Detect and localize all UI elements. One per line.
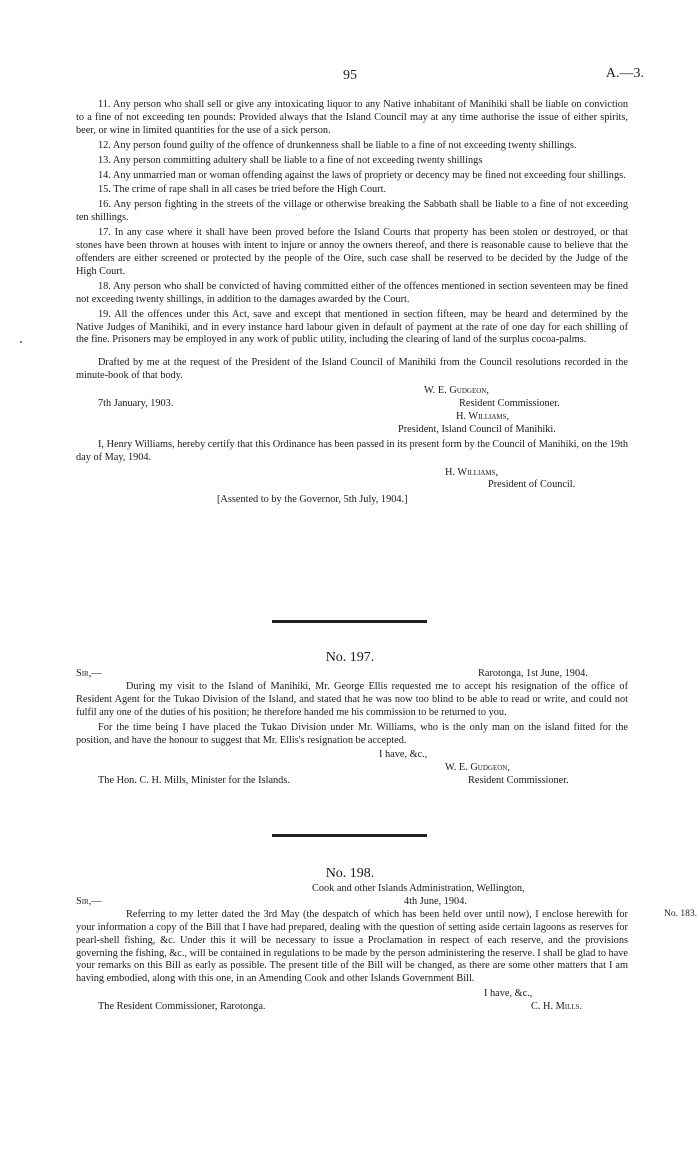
letter-198-closing: I have, &c., <box>484 988 533 1000</box>
signer-williams-title: President, Island Council of Manihiki. <box>398 423 556 435</box>
letter-198-place-line <box>76 883 628 896</box>
signature-block-2b <box>76 424 628 437</box>
document-reference: A.—3. <box>605 66 644 81</box>
section-19: 19. All the offences under this Act, save and except that mentioned in section fifteen, may be heard and determined by the Native Judges of Manihiki, and in every instance hard labour given in default of payment at the rate of one day for each shilling of the fine. Prisoners may be employed in any work of public utility, including the clearing of land of the surplus cocoa-palms. <box>76 308 628 346</box>
letter-197-heading <box>76 668 628 681</box>
letter-197-signer-title: Resident Commissioner. <box>468 775 569 787</box>
section-17: 17. In any case where it shall have been proved before the Island Courts that property has been stolen or destroyed, or that stones have been thrown at houses with intent to injure or annoy the owners thereof, and there is reasonable cause to believe that the offenders are either screened or protected by the people of the Oire, such case shall be reserved to be decided by the Judge of the High Court. <box>76 227 628 277</box>
section-divider-2 <box>272 834 427 837</box>
letter-197-place-date: Rarotonga, 1st June, 1904. <box>478 668 588 679</box>
letter-198-signer-name: C. H. Mills. <box>531 1001 583 1013</box>
letter-198-footer-line <box>76 1001 628 1014</box>
certification-statement: I, Henry Williams, hereby certify that this Ordinance has been passed in its present form by the Council of Manihiki, on the 19th day of May, 1904. <box>76 438 628 463</box>
section-13: 13. Any person committing adultery shall be liable to a fine of not exceeding twenty shillings <box>98 154 483 166</box>
section-16: 16. Any person fighting in the streets of the village or otherwise breaking the Sabbath shall be liable to a fine of not exceeding ten shillings. <box>76 199 628 224</box>
signature-block-1b <box>76 398 628 411</box>
letter-198-addressee: The Resident Commissioner, Rarotonga. <box>98 1001 266 1013</box>
letter-198-place: Cook and other Islands Administration, Wellington, <box>312 883 525 894</box>
letter-197-addressee: The Hon. C. H. Mills, Minister for the Islands. <box>98 775 290 787</box>
letter-198-heading <box>76 896 628 909</box>
signer-gudgeon-title: Resident Commissioner. <box>459 398 560 410</box>
letter-197-closing: I have, &c., <box>379 749 428 761</box>
signature-block-1 <box>76 385 628 398</box>
signature-block-2 <box>76 411 628 424</box>
letter-197-signer-name: W. E. Gudgeon, <box>445 762 510 774</box>
signer-williams-2-name: H. Williams, <box>445 466 499 478</box>
letter-197-salutation: Sir,— <box>76 668 102 679</box>
section-15: 15. The crime of rape shall in all cases be tried before the High Court. <box>98 184 387 196</box>
signature-block-3 <box>76 467 628 480</box>
section-11: 11. Any person who shall sell or give any intoxicating liquor to any Native inhabitant of Manihiki shall be liable on conviction to a fine of not exceeding ten pounds: Provided always that the Island Council may at any time authorise the issue of either spirits, beer, or wine in limited quantities for the use of a sick person. <box>76 99 628 136</box>
drafted-statement: Drafted by me at the request of the President of the Island Council of Manihiki from the Council resolutions recorded in the minute-book of that body. <box>76 357 628 382</box>
section-18: 18. Any person who shall be convicted of having committed either of the offences mentioned in section seventeen may be fined not exceeding twenty shillings, in addition to the damages awarded by the Court. <box>76 280 628 305</box>
letter-197-paragraph-2: For the time being I have placed the Tukao Division under Mr. Williams, who is the only man on the island fitted for the position, and have the honour to suggest that Mr. Ellis's resignation be accepted. <box>76 721 628 746</box>
section-divider <box>272 620 427 623</box>
letter-197 <box>76 668 628 788</box>
letter-198 <box>76 883 628 1014</box>
letter-198-closing-line <box>76 988 628 1001</box>
section-12: 12. Any person found guilty of the offence of drunkenness shall be liable to a fine of not exceeding twenty shillings. <box>98 139 577 151</box>
letter-198-salutation: Sir,— <box>76 895 102 907</box>
signer-williams-2-title: President of Council. <box>488 479 576 491</box>
ordinance-body <box>76 99 628 507</box>
assent-line <box>76 494 628 507</box>
letter-197-signer-line <box>76 762 628 775</box>
letter-197-closing-line <box>76 749 628 762</box>
margin-mark <box>20 341 22 343</box>
letter-197-paragraph-1: During my visit to the Island of Manihiki, Mr. George Ellis requested me to accept his resignation of the office of Resident Agent for the Tukao Division of the Island, and stated that he was now too blind to be able to read or write, and could not fulfil any one of the duties of his position; he therefore handed me his commission to be returned to you. <box>76 680 628 718</box>
signer-gudgeon-name: W. E. Gudgeon, <box>424 385 489 397</box>
letter-198-title: No. 198. <box>325 866 375 881</box>
governor-assent: [Assented to by the Governor, 5th July, 1904.] <box>217 494 408 506</box>
section-14: 14. Any unmarried man or woman offending against the laws of propriety or decency may be fined not exceeding four shillings. <box>98 169 626 181</box>
letter-198-date: 4th June, 1904. <box>404 895 467 907</box>
letter-197-title: No. 197. <box>325 650 375 665</box>
page-number: 95 <box>343 68 357 83</box>
signer-williams-name: H. Williams, <box>456 410 510 422</box>
ordinance-date: 7th January, 1903. <box>98 398 174 410</box>
signature-block-3b <box>76 479 628 492</box>
letter-198-paragraph-1: Referring to my letter dated the 3rd May (the despatch of which has been held over until now), I enclose herewith for your information a copy of the Bill that I have had prepared, dealing with the question of setting aside certain lagoons as reserves for pearl-shell fishing, &c. Under this it will be necessary to issue a Proclamation in respect of each reserve, and the provisions governing the fishing, &c., will be contained in regulations to be made by the person administering the reserve. I shall be glad to have your remarks on this Bill as early as possible. The present title of the Bill will be changed, as there are some other matters that I am having embodied, along with this one, in an Amending Cook and other Islands Government Bill. <box>76 908 628 985</box>
letter-197-footer-line <box>76 775 628 788</box>
margin-cross-reference: No. 183. <box>664 909 697 919</box>
